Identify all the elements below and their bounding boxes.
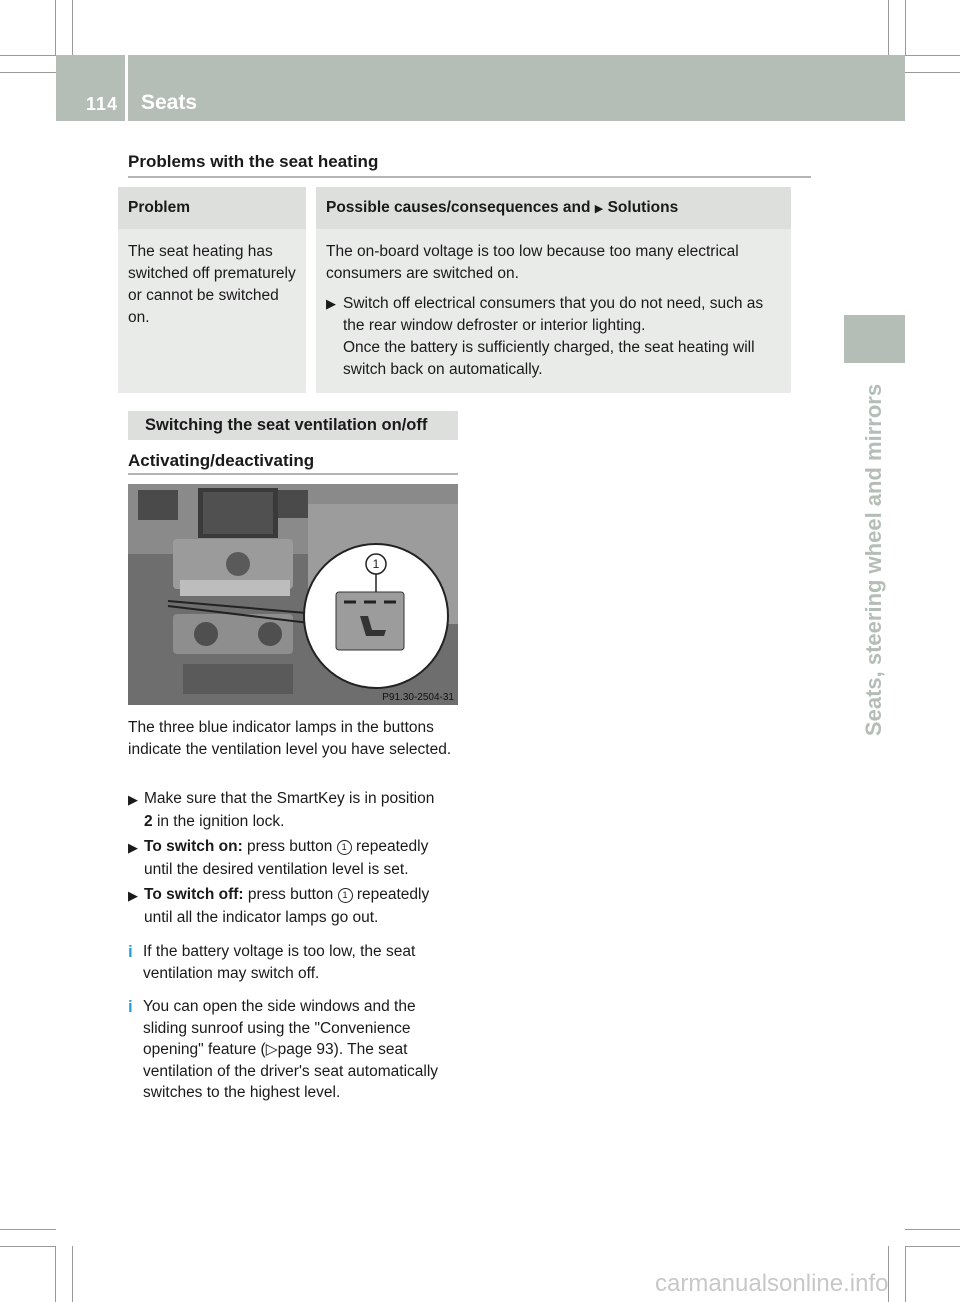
step-smartkey: ▶ Make sure that the SmartKey is in position 2 in the ignition lock. <box>128 790 435 830</box>
column-header-problem: Problem <box>118 187 306 229</box>
crop-mark <box>0 1246 56 1247</box>
problems-heading: Problems with the seat heating <box>128 152 379 171</box>
watermark: carmanualsonline.info <box>655 1270 889 1297</box>
info-note-battery: i If the battery voltage is too low, the seat ventilation may switch off. <box>128 942 416 982</box>
table-row <box>118 229 791 393</box>
page-reference-link[interactable]: page 93 <box>277 1041 334 1058</box>
problem-cell: The seat heating has switched off prematurely or cannot be switched on. <box>118 229 306 393</box>
crop-mark <box>0 1229 56 1230</box>
crop-mark <box>905 72 960 73</box>
crop-mark <box>905 1246 906 1302</box>
cause-text: The on-board voltage is too low because too many electrical consumers are switched on. <box>326 243 739 282</box>
crop-mark <box>72 0 73 55</box>
step-switch-on: ▶ To switch on: press button 1 repeatedly until the desired ventilation level is set. <box>128 838 429 878</box>
section-title: Seats <box>141 91 198 114</box>
step-arrow-icon: ▶ <box>326 296 336 311</box>
crop-mark <box>0 55 56 56</box>
crop-mark <box>905 55 960 56</box>
crop-mark <box>55 1246 56 1302</box>
info-icon: i <box>128 942 133 961</box>
step-arrow-icon: ▶ <box>128 792 138 807</box>
callout-number: 1 <box>372 557 380 571</box>
step-arrow-icon: ▶ <box>128 888 138 903</box>
problems-table <box>108 187 801 393</box>
page-number: 114 <box>86 94 119 114</box>
solution-step: ▶ Switch off electrical consumers that you do not need, such as the rear window defroster or interior lighting. Once the battery is sufficiently charged, the seat heating will switch back on automatically. <box>326 295 764 378</box>
circled-number-icon: 1 <box>338 888 353 903</box>
section-band-title: Switching the seat ventilation on/off <box>145 416 428 434</box>
step-switch-off: ▶ To switch off: press button 1 repeatedly until all the indicator lamps go out. <box>128 886 430 926</box>
heading-rule <box>128 176 811 178</box>
crop-mark <box>888 0 889 55</box>
side-chapter-label: Seats, steering wheel and mirrors <box>861 383 886 737</box>
header-divider <box>125 55 128 121</box>
crop-mark <box>905 0 906 55</box>
column-header-solutions: Possible causes/consequences and ▶ Solutions <box>316 187 791 229</box>
subsection-heading: Activating/deactivating <box>128 451 315 470</box>
crop-mark <box>72 1246 73 1302</box>
crop-mark <box>0 72 56 73</box>
subsection-rule <box>128 473 458 475</box>
table-header-row <box>118 187 791 229</box>
crop-mark <box>55 0 56 55</box>
info-icon: i <box>128 997 133 1016</box>
crop-mark <box>905 1246 960 1247</box>
solution-cell <box>316 229 791 393</box>
dashboard-illustration <box>128 484 458 705</box>
image-code: P91.30-2504-31 <box>382 692 454 703</box>
page-ref-icon: ▷ <box>265 1041 278 1058</box>
crop-mark <box>905 1229 960 1230</box>
step-arrow-icon: ▶ <box>128 840 138 855</box>
circled-number-icon: 1 <box>337 840 352 855</box>
info-note-convenience: i You can open the side windows and the sliding sunroof using the "Convenience opening" feature (▷page 93). The seat ventilation of the driver's seat automatically switches to the highest level. <box>128 997 439 1101</box>
intro-text: The three blue indicator lamps in the buttons indicate the ventilation level you have selected. <box>128 719 452 758</box>
arrow-icon: ▶ <box>594 203 604 215</box>
side-tab <box>844 315 905 363</box>
